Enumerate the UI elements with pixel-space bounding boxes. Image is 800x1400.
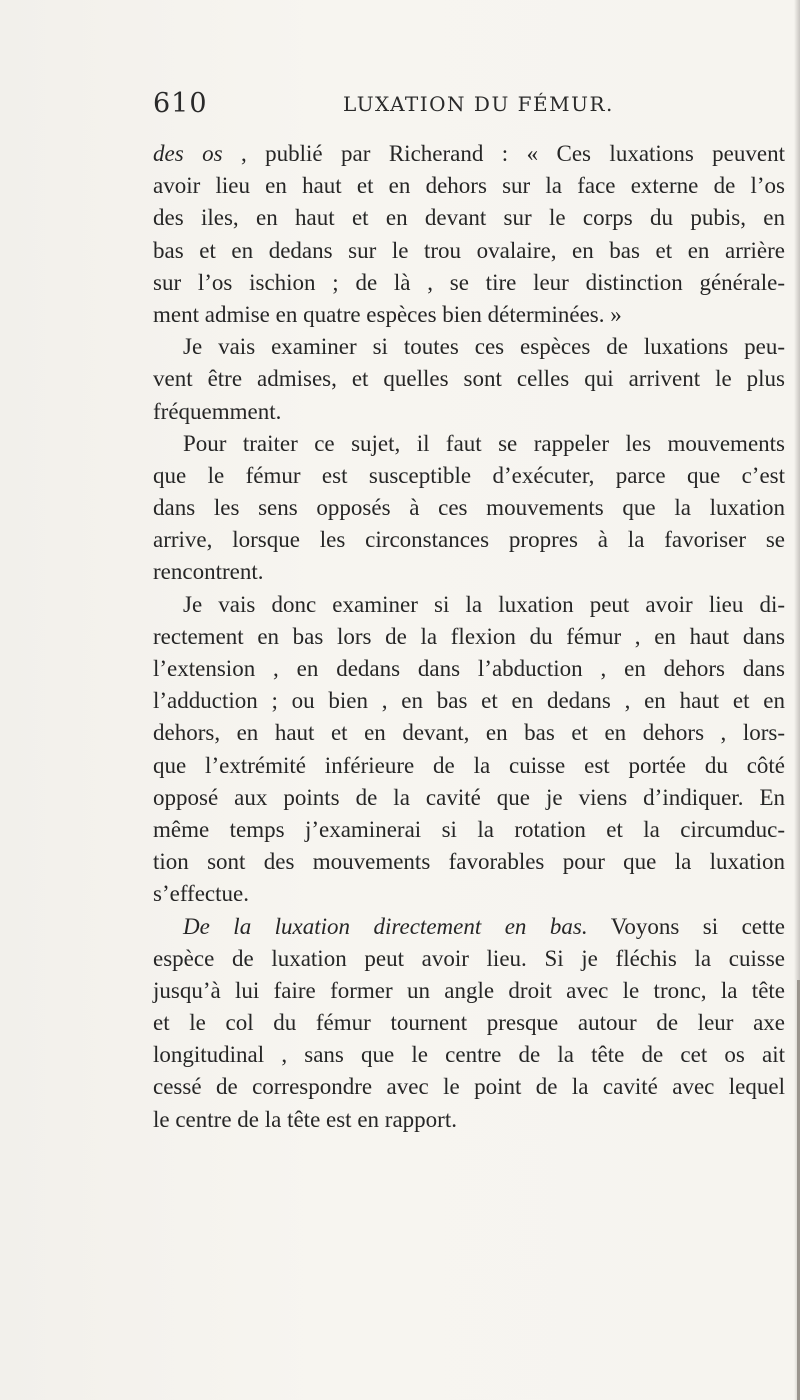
text-line: même temps j’examinerai si la rotation et la circumduc- [153, 816, 785, 842]
text-line: fréquemment. [153, 398, 282, 424]
text-segment: , publié par Richerand : « Ces luxations peuvent [222, 141, 785, 166]
body-text [153, 138, 785, 1136]
text-line: dehors, en haut et en devant, en bas et en dehors , lors- [153, 720, 785, 746]
text-line: dans les sens opposés à ces mouvements que la luxation [153, 495, 785, 521]
text-line: tion sont des mouvements favorables pour que la luxation [153, 849, 785, 875]
text-line: que le fémur est susceptible d’exécuter, parce que c’est [153, 462, 785, 488]
text-line: rencontrent. [153, 559, 264, 585]
text-line: avoir lieu en haut et en dehors sur la face externe de l’os [153, 173, 785, 199]
text-segment: Voyons si cette [587, 913, 785, 939]
text-line: espèce de luxation peut avoir lieu. Si je fléchis la cuisse [153, 945, 785, 971]
text-line: s’effectue. [153, 881, 249, 907]
text-line: Pour traiter ce sujet, il faut se rappeler les mouvements [183, 430, 785, 456]
text-line: opposé aux points de la cavité que je viens d’indiquer. En [153, 784, 785, 810]
text-line: ment admise en quatre espèces bien déterminées. » [153, 301, 622, 327]
text-line: le centre de la tête est en rapport. [153, 1106, 457, 1132]
running-title: LUXATION DU FÉMUR. [343, 92, 614, 116]
text-line: Je vais examiner si toutes ces espèces de luxations peu- [183, 334, 785, 360]
text-line: l’extension , en dedans dans l’abduction , en dehors dans [153, 656, 785, 681]
text-line: que l’extrémité inférieure de la cuisse est portée du côté [153, 752, 785, 778]
text-line: Je vais donc examiner si la luxation peut avoir lieu di- [183, 591, 785, 617]
text-line: longitudinal , sans que le centre de la tête de cet os ait [153, 1042, 785, 1068]
text-line: cessé de correspondre avec le point de la cavité avec lequel [153, 1074, 785, 1100]
text-line [153, 138, 785, 170]
page-number: 610 [153, 88, 208, 119]
section-heading-italic: De la luxation directement en bas. [183, 913, 588, 939]
text-line: jusqu’à lui faire former un angle droit avec le tronc, la tête [153, 977, 785, 1003]
text-line: arrive, lorsque les circonstances propres à la favoriser se [153, 527, 785, 553]
text-line: vent être admises, et quelles sont celles qui arrivent le plus [153, 366, 785, 392]
text-line: bas et en dedans sur le trou ovalaire, en bas et en arrière [153, 237, 785, 263]
page-header [153, 88, 785, 128]
text-line [153, 911, 785, 943]
text-line: l’adduction ; ou bien , en bas et en dedans , en haut et en [153, 688, 785, 714]
text-italic: des os [153, 141, 223, 166]
text-line: des iles, en haut et en devant sur le corps du pubis, en [153, 205, 785, 231]
text-line: sur l’os ischion ; de là , se tire leur distinction générale- [153, 269, 785, 295]
text-line: et le col du fémur tournent presque autour de leur axe [153, 1010, 785, 1036]
text-line: rectement en bas lors de la flexion du fémur , en haut dans [153, 623, 785, 649]
